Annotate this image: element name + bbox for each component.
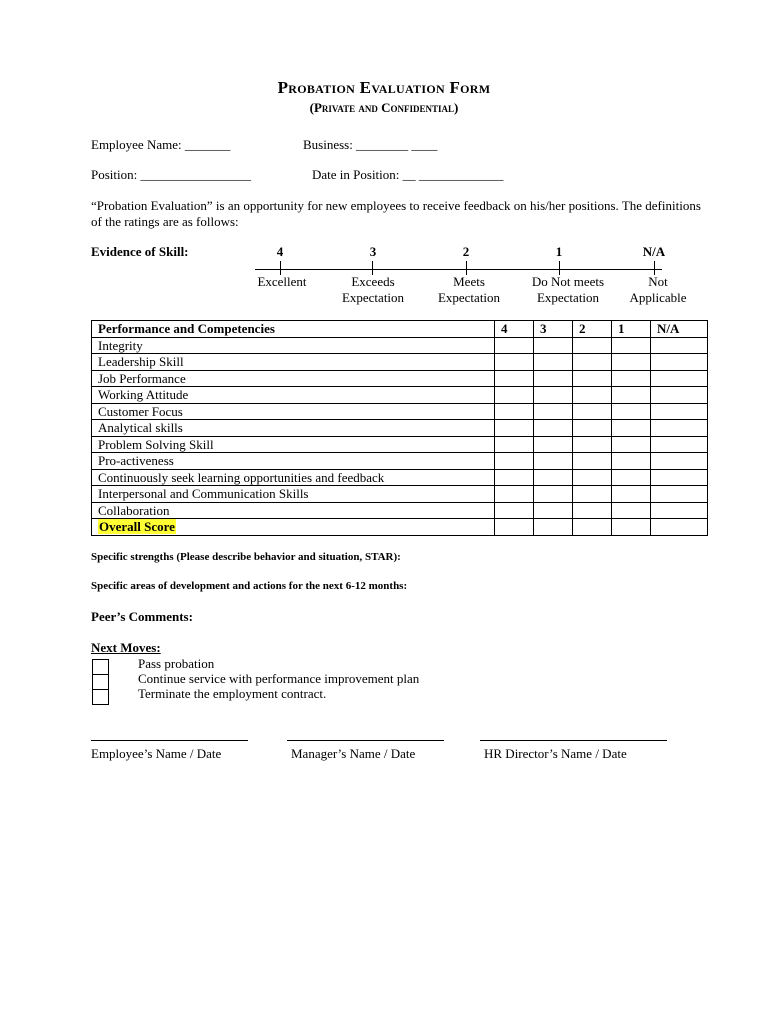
rating-cell[interactable] xyxy=(534,502,573,519)
scale-description-not-applicable: Not Applicable xyxy=(629,274,687,305)
competency-name: Integrity xyxy=(92,337,495,354)
scale-description-excellent: Excellent xyxy=(257,274,307,289)
rating-cell[interactable] xyxy=(573,354,612,371)
rating-cell[interactable] xyxy=(612,436,651,453)
rating-cell[interactable] xyxy=(573,337,612,354)
employee-signature-label: Employee’s Name / Date xyxy=(91,746,222,761)
competency-name: Customer Focus xyxy=(92,403,495,420)
rating-cell[interactable] xyxy=(495,436,534,453)
table-header-row xyxy=(92,321,708,338)
table-row xyxy=(92,502,708,519)
header-competency: Performance and Competencies xyxy=(92,321,495,338)
scale-tick xyxy=(372,261,373,275)
rating-cell[interactable] xyxy=(612,502,651,519)
scale-tick xyxy=(654,261,655,275)
competency-name: Continuously seek learning opportunities and feedback xyxy=(92,469,495,486)
rating-cell[interactable] xyxy=(495,469,534,486)
scale-tick xyxy=(466,261,467,275)
position-field: Position: _________________ xyxy=(91,167,251,182)
manager-signature-label: Manager’s Name / Date xyxy=(291,746,416,761)
rating-cell[interactable] xyxy=(495,502,534,519)
competency-name: Collaboration xyxy=(92,502,495,519)
rating-cell[interactable] xyxy=(534,354,573,371)
scale-number-2: 2 xyxy=(462,244,470,259)
rating-cell[interactable] xyxy=(495,354,534,371)
rating-cell[interactable] xyxy=(495,453,534,470)
form-subtitle: (Private and Confidential) xyxy=(309,100,459,115)
scale-tick xyxy=(559,261,560,275)
header-rating-1: 1 xyxy=(612,321,651,338)
scale-number-na: N/A xyxy=(642,244,666,259)
rating-cell[interactable] xyxy=(573,436,612,453)
intro-paragraph: “Probation Evaluation” is an opportunity for new employees to receive feedback on his/her positions. The definitions of the ratings are as follows: xyxy=(91,198,701,229)
overall-score-label xyxy=(92,519,495,536)
rating-cell[interactable] xyxy=(534,453,573,470)
evidence-of-skill-label: Evidence of Skill: xyxy=(91,244,189,259)
table-row xyxy=(92,387,708,404)
scale-number-1: 1 xyxy=(555,244,563,259)
rating-cell[interactable] xyxy=(495,370,534,387)
rating-scale-line xyxy=(255,269,662,270)
rating-cell[interactable] xyxy=(534,370,573,387)
table-row xyxy=(92,337,708,354)
form-title: Probation Evaluation Form xyxy=(277,78,491,97)
rating-cell[interactable] xyxy=(573,453,612,470)
scale-number-4: 4 xyxy=(276,244,284,259)
rating-cell[interactable] xyxy=(495,337,534,354)
table-row xyxy=(92,469,708,486)
date-in-position-field: Date in Position: __ _____________ xyxy=(312,167,504,182)
header-rating-2: 2 xyxy=(573,321,612,338)
competency-name: Working Attitude xyxy=(92,387,495,404)
rating-cell[interactable] xyxy=(612,469,651,486)
option-continue-service: Continue service with performance improvement plan xyxy=(138,671,420,686)
competency-name: Leadership Skill xyxy=(92,354,495,371)
rating-cell[interactable] xyxy=(534,469,573,486)
strengths-question: Specific strengths (Please describe behavior and situation, STAR): xyxy=(91,551,401,563)
terminate-contract-checkbox[interactable] xyxy=(92,689,109,705)
rating-cell[interactable] xyxy=(651,453,708,470)
rating-cell[interactable] xyxy=(495,519,534,536)
table-row xyxy=(92,403,708,420)
rating-cell[interactable] xyxy=(573,403,612,420)
overall-score-row xyxy=(92,519,708,536)
rating-cell[interactable] xyxy=(651,387,708,404)
rating-cell[interactable] xyxy=(495,387,534,404)
rating-cell[interactable] xyxy=(612,403,651,420)
scale-description-exceeds: Exceeds Expectation xyxy=(341,274,405,305)
rating-cell[interactable] xyxy=(495,420,534,437)
pass-probation-checkbox[interactable] xyxy=(92,659,109,675)
header-rating-3: 3 xyxy=(534,321,573,338)
hr-director-signature-label: HR Director’s Name / Date xyxy=(484,746,627,761)
rating-cell[interactable] xyxy=(651,403,708,420)
rating-cell[interactable] xyxy=(573,502,612,519)
rating-cell[interactable] xyxy=(534,337,573,354)
competency-name: Pro-activeness xyxy=(92,453,495,470)
table-row xyxy=(92,420,708,437)
rating-cell[interactable] xyxy=(651,486,708,503)
rating-cell[interactable] xyxy=(651,519,708,536)
table-row xyxy=(92,453,708,470)
rating-cell[interactable] xyxy=(495,486,534,503)
rating-cell[interactable] xyxy=(534,420,573,437)
peers-comments-heading: Peer’s Comments: xyxy=(91,609,193,624)
rating-cell[interactable] xyxy=(612,453,651,470)
header-rating-4: 4 xyxy=(495,321,534,338)
rating-cell[interactable] xyxy=(573,519,612,536)
table-row xyxy=(92,486,708,503)
option-pass-probation: Pass probation xyxy=(138,656,215,671)
rating-cell[interactable] xyxy=(612,370,651,387)
competency-table xyxy=(91,320,708,536)
rating-cell[interactable] xyxy=(534,436,573,453)
rating-cell[interactable] xyxy=(612,486,651,503)
table-row xyxy=(92,370,708,387)
rating-cell[interactable] xyxy=(651,370,708,387)
rating-cell[interactable] xyxy=(651,502,708,519)
competency-name: Interpersonal and Communication Skills xyxy=(92,486,495,503)
scale-number-3: 3 xyxy=(369,244,377,259)
development-question: Specific areas of development and actions for the next 6-12 months: xyxy=(91,580,408,592)
rating-cell[interactable] xyxy=(612,337,651,354)
rating-cell[interactable] xyxy=(573,387,612,404)
rating-cell[interactable] xyxy=(573,469,612,486)
rating-cell[interactable] xyxy=(573,370,612,387)
competency-name: Job Performance xyxy=(92,370,495,387)
rating-cell[interactable] xyxy=(651,337,708,354)
employee-signature-line xyxy=(91,740,248,741)
rating-cell[interactable] xyxy=(612,387,651,404)
rating-cell[interactable] xyxy=(534,486,573,503)
rating-cell[interactable] xyxy=(651,420,708,437)
scale-description-do-not-meet: Do Not meets Expectation xyxy=(531,274,605,305)
scale-description-meets: Meets Expectation xyxy=(437,274,501,305)
competency-name: Analytical skills xyxy=(92,420,495,437)
rating-cell[interactable] xyxy=(612,420,651,437)
option-terminate-contract: Terminate the employment contract. xyxy=(138,686,327,701)
rating-cell[interactable] xyxy=(534,403,573,420)
next-moves-heading: Next Moves: xyxy=(91,640,161,655)
header-rating-na: N/A xyxy=(651,321,708,338)
employee-name-field: Employee Name: _______ xyxy=(91,137,231,152)
rating-cell[interactable] xyxy=(651,469,708,486)
rating-cell[interactable] xyxy=(612,519,651,536)
overall-score-text: Overall Score xyxy=(99,519,175,535)
rating-cell[interactable] xyxy=(651,436,708,453)
rating-cell[interactable] xyxy=(612,354,651,371)
rating-cell[interactable] xyxy=(573,420,612,437)
continue-service-checkbox[interactable] xyxy=(92,674,109,690)
manager-signature-line xyxy=(287,740,444,741)
table-row xyxy=(92,354,708,371)
rating-cell[interactable] xyxy=(651,354,708,371)
rating-cell[interactable] xyxy=(534,387,573,404)
hr-director-signature-line xyxy=(480,740,667,741)
scale-tick xyxy=(280,261,281,275)
table-row xyxy=(92,436,708,453)
rating-cell[interactable] xyxy=(495,403,534,420)
rating-cell[interactable] xyxy=(534,519,573,536)
business-field: Business: ________ ____ xyxy=(303,137,438,152)
rating-cell[interactable] xyxy=(573,486,612,503)
competency-name: Problem Solving Skill xyxy=(92,436,495,453)
